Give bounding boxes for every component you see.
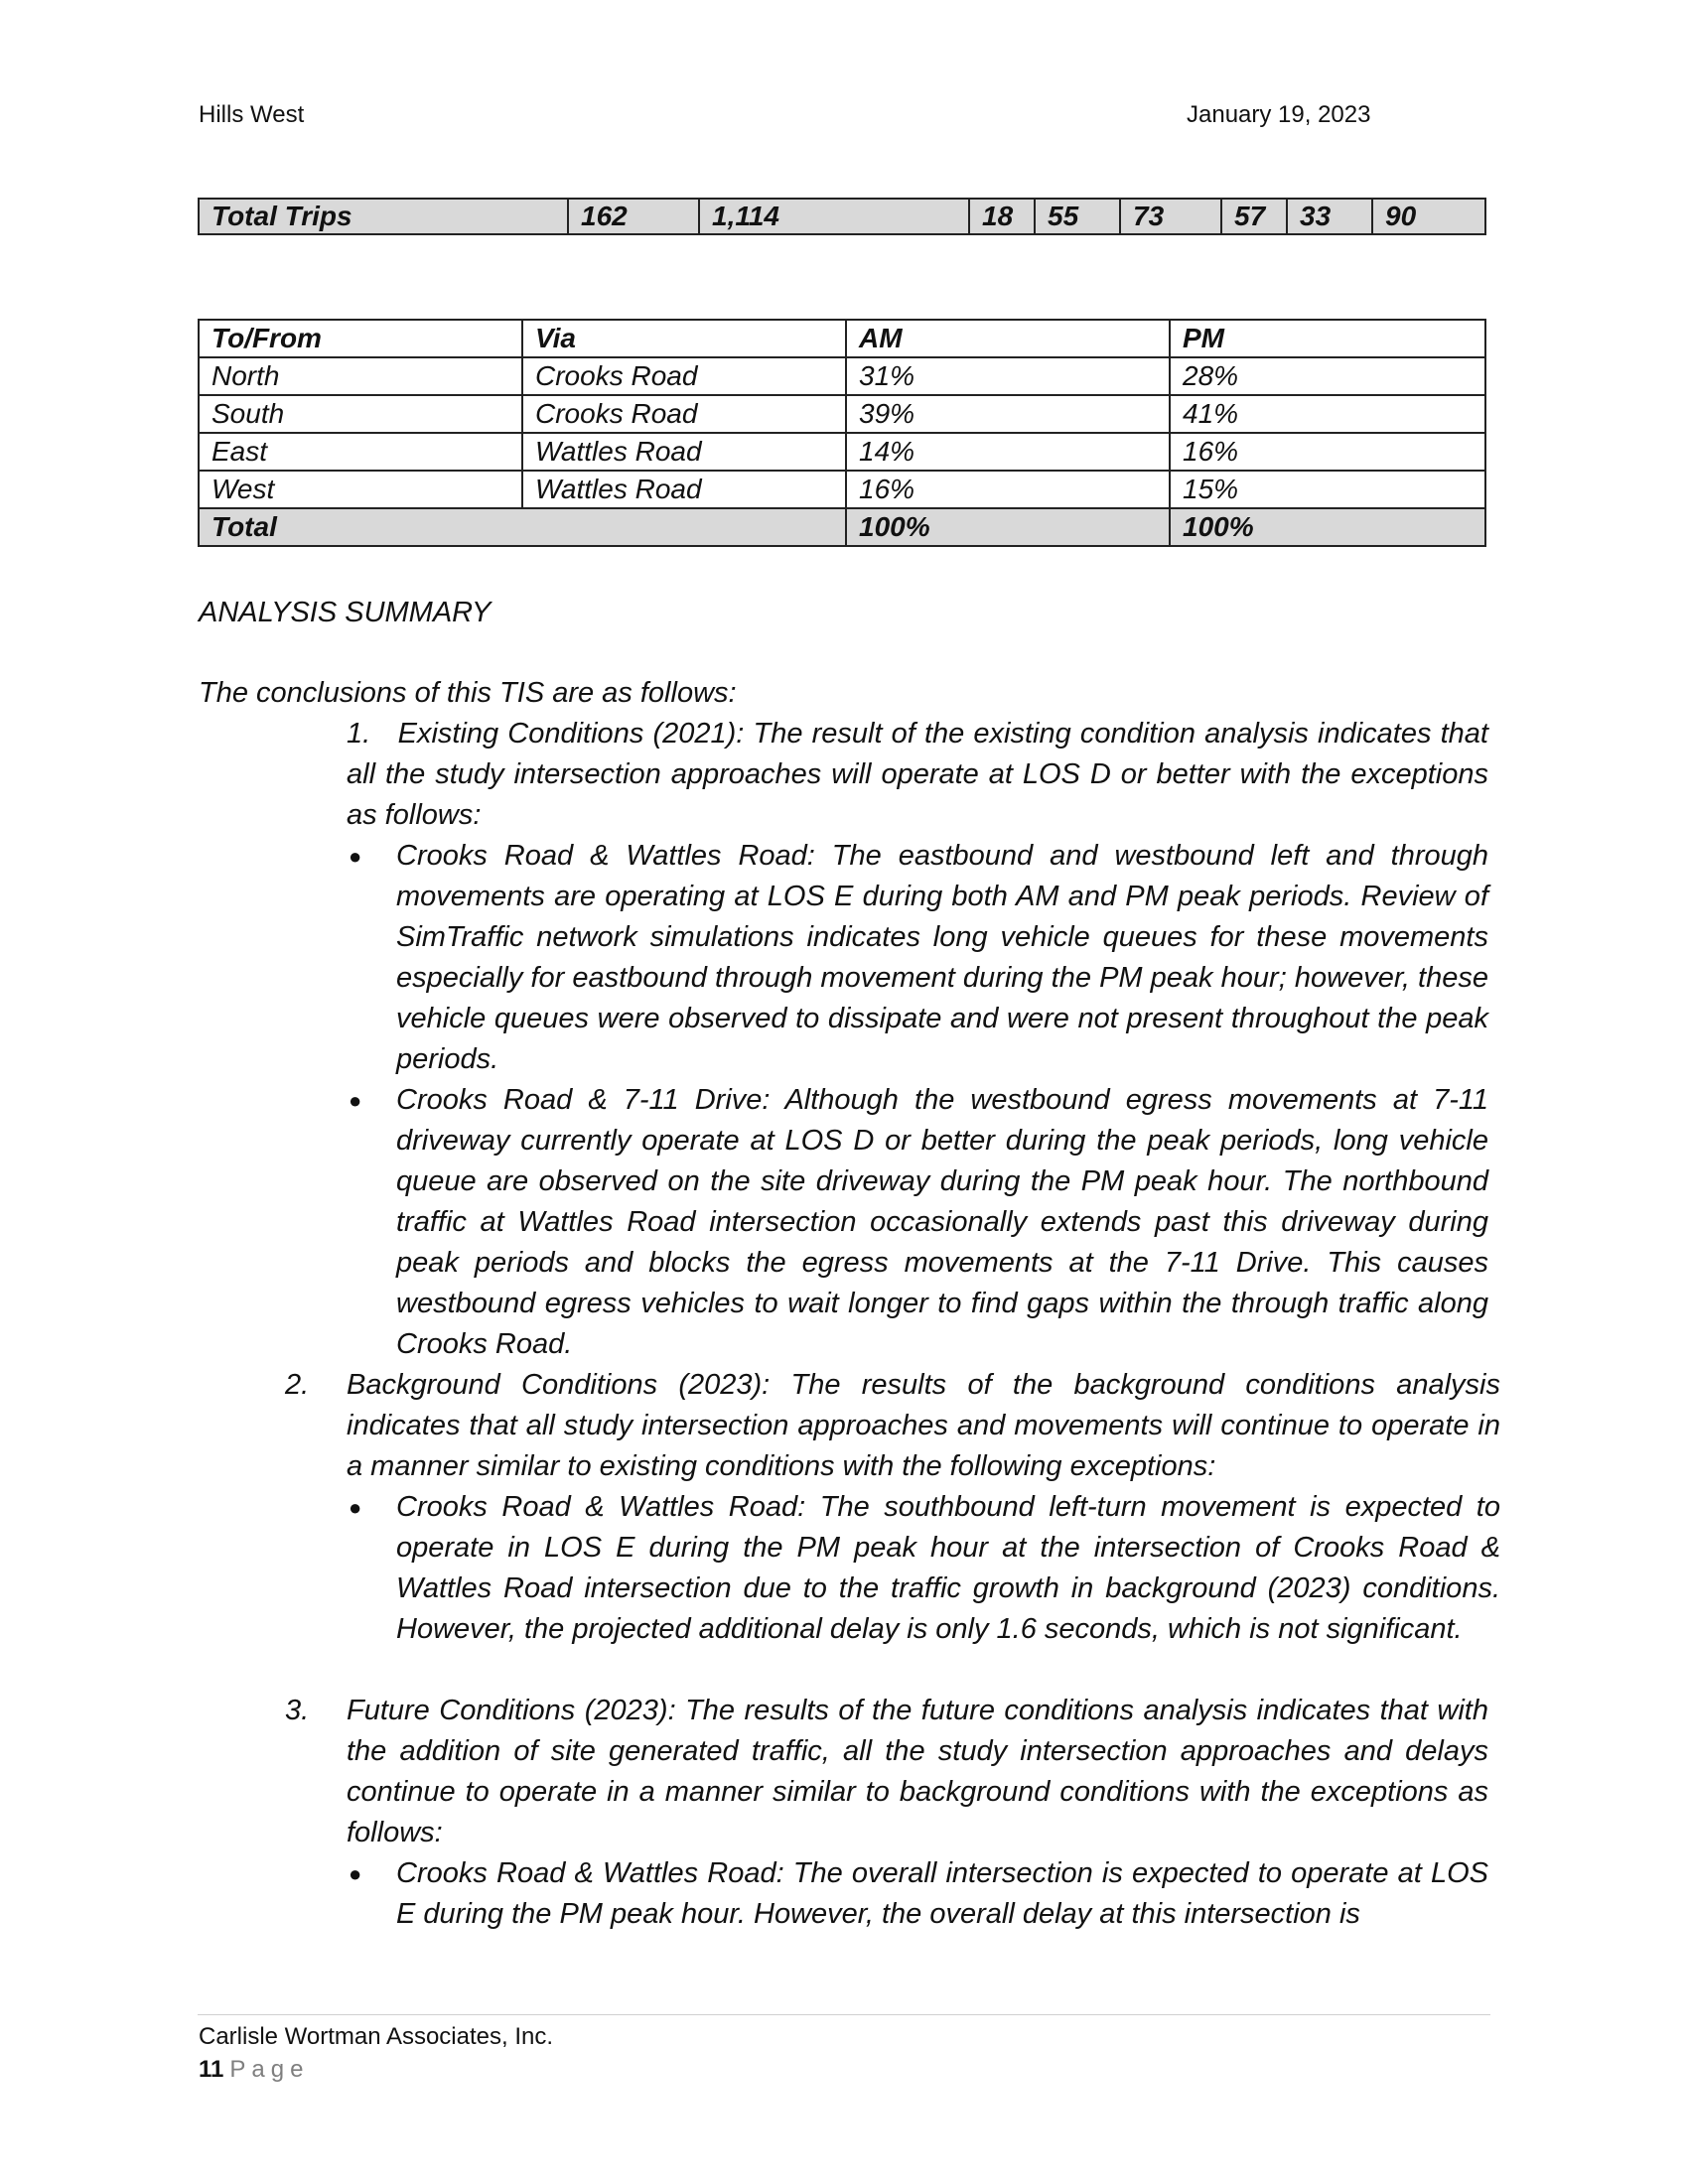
column-header: Via [522,320,846,357]
table-cell: South [199,395,522,433]
total-trips-label: Total Trips [199,199,568,234]
list-item [285,1365,1500,1487]
item-text: Future Conditions (2023): The results of the future conditions analysis indicates that with the addition of site generated traffic, all the study intersection approaches and delays continue to operate in a manner similar to background conditions with the exceptions as follows: [347,1695,1488,1848]
column-header: To/From [199,320,522,357]
bullet-icon: ● [349,1861,362,1886]
bullet-item [349,1080,1488,1365]
trips-cell: 18 [969,199,1035,234]
list-item [285,1691,1488,1853]
item-text: Existing Conditions (2021): The result of the existing condition analysis indicates that all the study intersection approaches will operate at LOS D or better with the exceptions as follows: [347,718,1488,831]
trip-distribution-table [198,319,1486,547]
item-text: Background Conditions (2023): The results of the background conditions analysis indicates that all study intersection approaches and movements will continue to operate in a manner similar to existing conditions with the following exceptions: [347,1369,1500,1482]
table-cell: North [199,357,522,395]
table-cell: Wattles Road [522,433,846,471]
total-trips-row [199,199,1485,234]
table-cell: East [199,433,522,471]
footer-divider [198,2014,1490,2015]
table-row [199,395,1485,433]
bullet-item [349,836,1488,1080]
page-number: 11 [199,2056,224,2083]
bullet-item [349,1487,1500,1650]
trips-cell: 55 [1035,199,1120,234]
table-row [199,433,1485,471]
header-project-name: Hills West [199,101,305,128]
table-cell: Crooks Road [522,395,846,433]
total-label: Total [199,508,846,546]
table-row [199,471,1485,508]
bullet-text: Crooks Road & Wattles Road: The southbound left-turn movement is expected to operate in LOS E during the PM peak hour at the intersection of Crooks Road & Wattles Road intersection due to the traffic growth in background (2023) conditions. However, the projected additional delay is only 1.6 seconds, which is not significant. [396,1491,1500,1645]
table-cell: 41% [1170,395,1485,433]
total-trips-table [198,198,1486,235]
table-cell: West [199,471,522,508]
table-cell: 15% [1170,471,1485,508]
bullet-text: Crooks Road & Wattles Road: The overall intersection is expected to operate at LOS E during the PM peak hour. However, the overall delay at this intersection is [396,1857,1488,1930]
list-item [347,714,1488,836]
item-number: 3. [285,1695,310,1726]
item-number: 2. [285,1369,310,1401]
table-cell: 39% [846,395,1170,433]
page-word: Page [229,2056,310,2083]
total-pm: 100% [1170,508,1485,546]
column-header: AM [846,320,1170,357]
bullet-item [349,1853,1488,1935]
footer-company: Carlisle Wortman Associates, Inc. [199,2023,554,2050]
bullet-icon: ● [349,1495,362,1520]
intro-paragraph: The conclusions of this TIS are as follows: [199,677,737,709]
bullet-icon: ● [349,1088,362,1113]
trips-cell: 90 [1372,199,1485,234]
trips-cell: 33 [1287,199,1372,234]
item-number: 1. [347,718,389,750]
table-cell: 31% [846,357,1170,395]
table-cell: 28% [1170,357,1485,395]
trips-cell: 1,114 [699,199,969,234]
bullet-icon: ● [349,844,362,869]
total-am: 100% [846,508,1170,546]
table-cell: Crooks Road [522,357,846,395]
table-row [199,357,1485,395]
trips-cell: 57 [1221,199,1287,234]
section-title: ANALYSIS SUMMARY [199,597,492,628]
table-header-row [199,320,1485,357]
bullet-text: Crooks Road & Wattles Road: The eastbound and westbound left and through movements are operating at LOS E during both AM and PM peak periods. Review of SimTraffic network simulations indicates long vehicle queues for these movements especially for eastbound through movement during the PM peak hour; however, these vehicle queues were observed to dissipate and were not present throughout the peak periods. [396,840,1488,1075]
table-cell: 16% [1170,433,1485,471]
column-header: PM [1170,320,1485,357]
trips-cell: 73 [1120,199,1221,234]
table-cell: 16% [846,471,1170,508]
footer-page-number [199,2056,309,2084]
total-row [199,508,1485,546]
table-cell: Wattles Road [522,471,846,508]
header-date: January 19, 2023 [1187,101,1371,128]
trips-cell: 162 [568,199,699,234]
table-cell: 14% [846,433,1170,471]
bullet-text: Crooks Road & 7-11 Drive: Although the westbound egress movements at 7-11 driveway currently operate at LOS D or better during the peak periods, long vehicle queue are observed on the site driveway during the PM peak hour. The northbound traffic at Wattles Road intersection occasionally extends past this driveway during peak periods and blocks the egress movements at the 7-11 Drive. This causes westbound egress vehicles to wait longer to find gaps within the through traffic along Crooks Road. [396,1084,1488,1360]
